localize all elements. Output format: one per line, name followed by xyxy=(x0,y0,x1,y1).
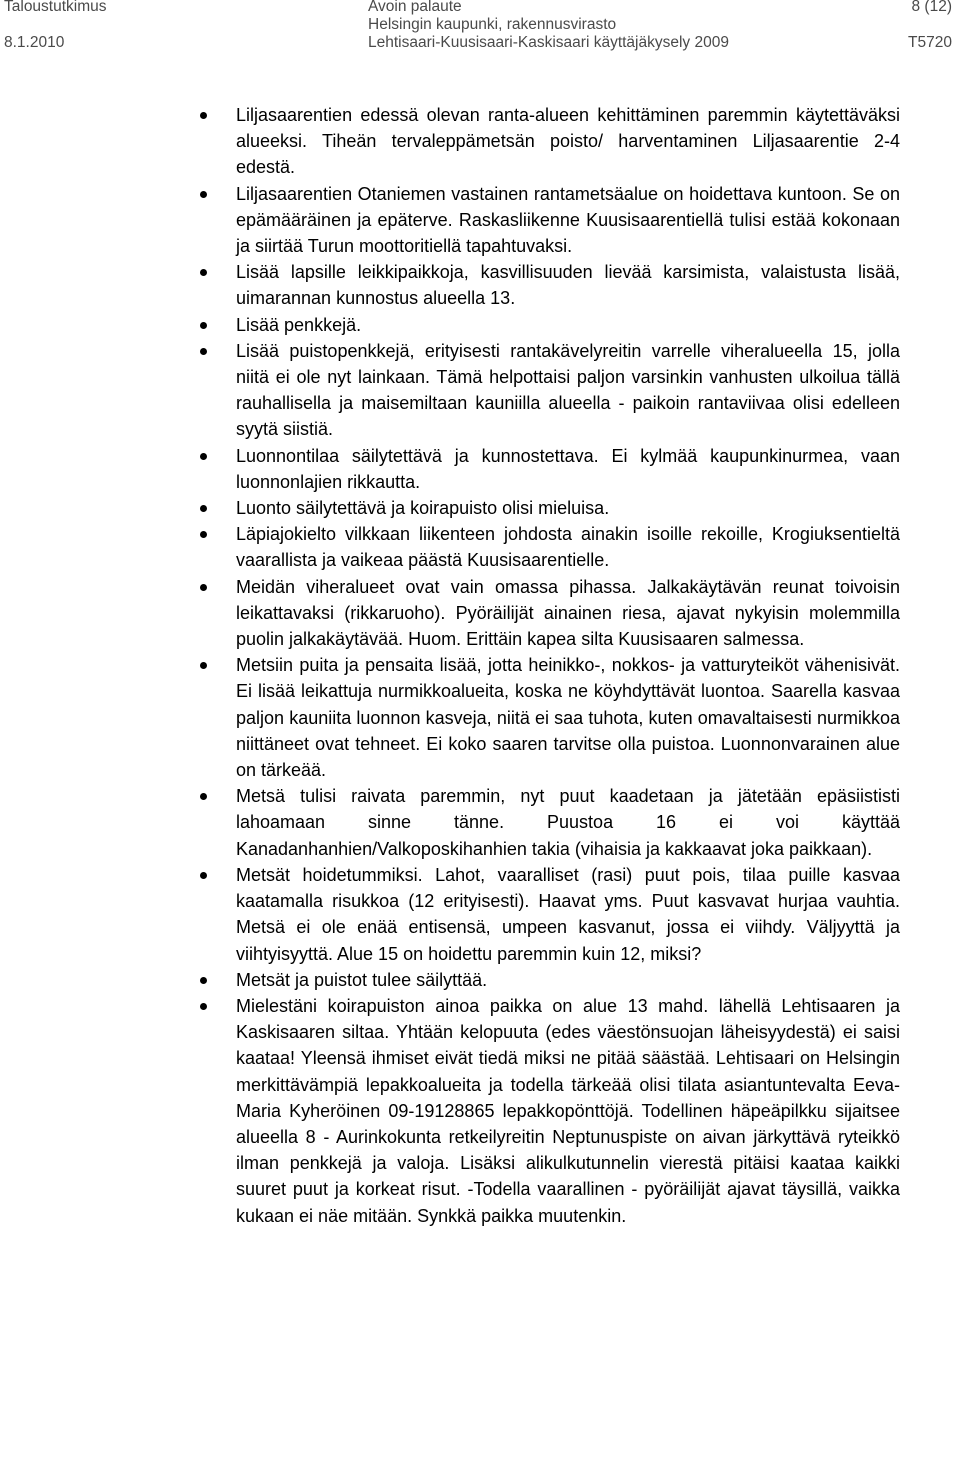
list-item xyxy=(0,181,960,260)
list-item-text: Metsiin puita ja pensaita lisää, jotta heinikko-, nokkos- ja vatturyteiköt vähenisivät. Ei lisää leikattuja nurmikkoalueita, koska ne köyhdyttävät luontoa. Saarella kasvaa paljon kauniita luonnon kasveja, niitä ei saa tuhota, kuten omavaltaisesti nurmikkoa niittäneet ovat tehneet. Ei koko saaren tarvitse olla puistoa. Luonnonvarainen alue on tärkeää. xyxy=(236,655,900,781)
bullet-icon xyxy=(200,977,207,984)
header-report-type: Avoin palaute xyxy=(368,0,462,15)
bullet-icon xyxy=(200,793,207,800)
header-row-middle xyxy=(0,15,960,35)
list-item-text: Liljasaarentien edessä olevan ranta-alueen kehittäminen paremmin käytettäväksi alueeksi. Tiheän tervaleppämetsän poisto/ harventaminen Liljasaarentie 2-4 edestä. xyxy=(236,105,900,178)
header-project-code: T5720 xyxy=(908,34,952,51)
bullet-icon xyxy=(200,322,207,329)
list-item xyxy=(0,443,960,495)
list-item xyxy=(0,521,960,573)
feedback-content xyxy=(0,102,960,1229)
bullet-icon xyxy=(200,453,207,460)
page-header xyxy=(0,0,960,58)
list-item-text: Mielestäni koirapuiston ainoa paikka on alue 13 mahd. lähellä Lehtisaaren ja Kaskisaaren siltaa. Yhtään kelopuuta (edes väestönsuojan läheisyydestä) ei saisi kaataa! Yleensä ihmiset eivät tiedä miksi ne pitää säästää. Lehtisaari on Helsingin merkittävämpiä lepakkoalueita ja todella tärkeää olisi tilata asiantuntevalta Eeva-Maria Kyheröinen 09-19128865 lepakkopönttöjä. Todellinen häpeäpilkku sijaitsee alueella 8 - Aurinkokunta retkeilyreitin Neptunuspiste on aivan järkyttävä ryteikkö ilman penkkejä ja valoja. Lisäksi alikulkutunnelin vierestä pitäisi kaataa kaikki suuret puut ja korkeat risut. -Todella vaarallinen - pyöräilijät ajavat täysillä, vaikka kukaan ei näe mitään. Synkkä paikka muutenkin. xyxy=(236,995,900,1226)
list-item xyxy=(0,102,960,181)
list-item-text: Metsä tulisi raivata paremmin, nyt puut kaadetaan ja jätetään epäsiististi lahoamaan sinne tänne. Puustoa 16 ei voi käyttää Kanadanhanhien/Valkoposkihanhien takia (vihaisia ja kakkaavat joka paikkaan). xyxy=(236,786,900,859)
bullet-icon xyxy=(200,191,207,198)
list-item-text: Lisää penkkejä. xyxy=(236,314,362,335)
list-item xyxy=(0,574,960,653)
header-row-bottom xyxy=(0,33,960,53)
list-item-text: Metsät ja puistot tulee säilyttää. xyxy=(236,969,488,990)
list-item-text: Läpiajokielto vilkkaan liikenteen johdosta ainakin isoille rekoille, Krogiuksentieltä vaarallista ja vaikeaa päästä Kuusisaarentielle. xyxy=(236,524,900,571)
bullet-icon xyxy=(200,112,207,119)
list-item xyxy=(0,338,960,443)
list-item-text: Metsät hoidetummiksi. Lahot, vaaralliset (rasi) puut pois, tilaa puille kasvaa kaatamalla risukkoa (12 erityisesti). Haavat yms. Puut kasvavat hurjaa vauhtia. Metsä ei ole enää entisensä, umpeen kasvanut, jossa ei viihdy. Väljyyttä ja viihtyisyyttä. Alue 15 on hoidettu paremmin kuin 12, miksi? xyxy=(236,864,900,964)
list-item xyxy=(0,783,960,862)
header-client: Helsingin kaupunki, rakennusvirasto xyxy=(368,16,617,33)
bullet-icon xyxy=(200,348,207,355)
list-item xyxy=(0,652,960,783)
bullet-icon xyxy=(200,662,207,669)
header-survey-title: Lehtisaari-Kuusisaari-Kaskisaari käyttäjäkysely 2009 xyxy=(368,34,729,51)
bullet-icon xyxy=(200,531,207,538)
header-company: Taloustutkimus xyxy=(4,0,107,15)
list-item xyxy=(0,967,960,993)
bullet-icon xyxy=(200,269,207,276)
list-item-text: Liljasaarentien Otaniemen vastainen rantametsäalue on hoidettava kuntoon. Se on epämääräinen ja epäterve. Raskasliikenne Kuusisaarentiellä tulisi estää kokonaan ja siirtää Turun moottoritiellä tapahtuvaksi. xyxy=(236,183,900,257)
list-item-text: Lisää puistopenkkejä, erityisesti rantakävelyreitin varrelle viheralueella 15, jolla niitä ei ole nyt lainkaan. Tämä helpottaisi paljon varsinkin vanhusten ulkoilua tällä rauhallisella ja maisemiltaan kauniilla alueella - paikoin rantaviivaa olisi edelleen syytä siistiä. xyxy=(236,340,900,440)
bullet-icon xyxy=(200,505,207,512)
list-item xyxy=(0,495,960,521)
header-page-number: 8 (12) xyxy=(911,0,952,15)
bullet-icon xyxy=(200,584,207,591)
list-item-text: Luonto säilytettävä ja koirapuisto olisi mieluisa. xyxy=(236,498,610,519)
header-date: 8.1.2010 xyxy=(4,34,65,51)
list-item xyxy=(0,993,960,1229)
bullet-icon xyxy=(200,872,207,879)
list-item xyxy=(0,312,960,338)
list-item xyxy=(0,259,960,311)
list-item-text: Lisää lapsille leikkipaikkoja, kasvillisuuden lievää karsimista, valaistusta lisää, uimarannan kunnostus alueella 13. xyxy=(236,262,900,309)
feedback-list xyxy=(0,102,960,1229)
bullet-icon xyxy=(200,1003,207,1010)
list-item-text: Luonnontilaa säilytettävä ja kunnostettava. Ei kylmää kaupunkinurmea, vaan luonnonlajien rikkautta. xyxy=(236,445,900,492)
list-item-text: Meidän viheralueet ovat vain omassa pihassa. Jalkakäytävän reunat toivoisin leikattavaksi (rikkaruoho). Pyöräilijät ainainen riesa, ajavat nykyisin molemmilla puolin jalkakäytävää. Huom. Erittäin kapea silta Kuusisaaren salmessa. xyxy=(236,576,900,650)
list-item xyxy=(0,862,960,967)
